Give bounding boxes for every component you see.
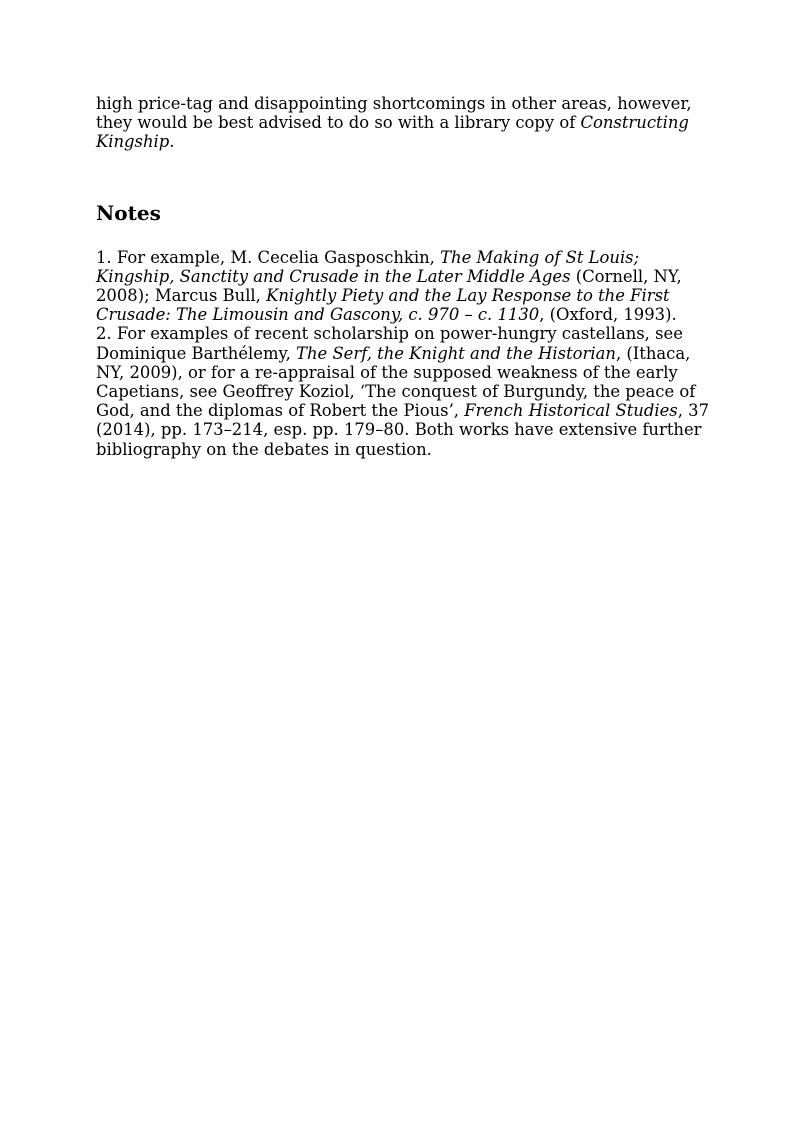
- note-title: French Historical Studies: [464, 401, 678, 421]
- document-page: [96, 94, 716, 459]
- note-text: 2. For examples of recent scholarship on power-hungry castellans, see Dominique Barthélemy,: [96, 324, 683, 363]
- paragraph-end: .: [169, 132, 175, 152]
- note-text: , (Oxford, 1993).: [539, 305, 677, 325]
- note-title: Knightly Piety and the Lay Response to the First Crusade: The Limousin and Gascony, c. 970 – c. 1130: [96, 286, 670, 325]
- note-title: The Serf, the Knight and the Historian: [296, 343, 616, 363]
- note-text: , (Ithaca, NY, 2009), or for a re-appraisal of the supposed weakness of the early Capetians, see Geoffrey Koziol, ‘The conquest of Burgundy, the peace of God, and the diplomas of Robert the Pious’,: [96, 343, 696, 421]
- paragraph-text: high price-tag and disappointing shortcomings in other areas, however, they would be best advised to do so with a library copy of: [96, 94, 692, 133]
- note-item-2: [96, 324, 716, 458]
- note-text: 1. For example, M. Cecelia Gasposchkin,: [96, 247, 441, 267]
- note-text: (Cornell, NY, 2008); Marcus Bull,: [96, 266, 682, 306]
- note-title: The Making of St Louis; Kingship, Sanctity and Crusade in the Later Middle Ages: [96, 247, 640, 286]
- note-item-1: [96, 248, 716, 325]
- closing-paragraph: [96, 94, 716, 152]
- notes-heading: Notes: [96, 200, 161, 225]
- book-title: Constructing Kingship: [96, 113, 689, 152]
- note-text: , 37 (2014), pp. 173–214, esp. pp. 179–80. Both works have extensive further bibliography on the debates in question.: [96, 401, 709, 459]
